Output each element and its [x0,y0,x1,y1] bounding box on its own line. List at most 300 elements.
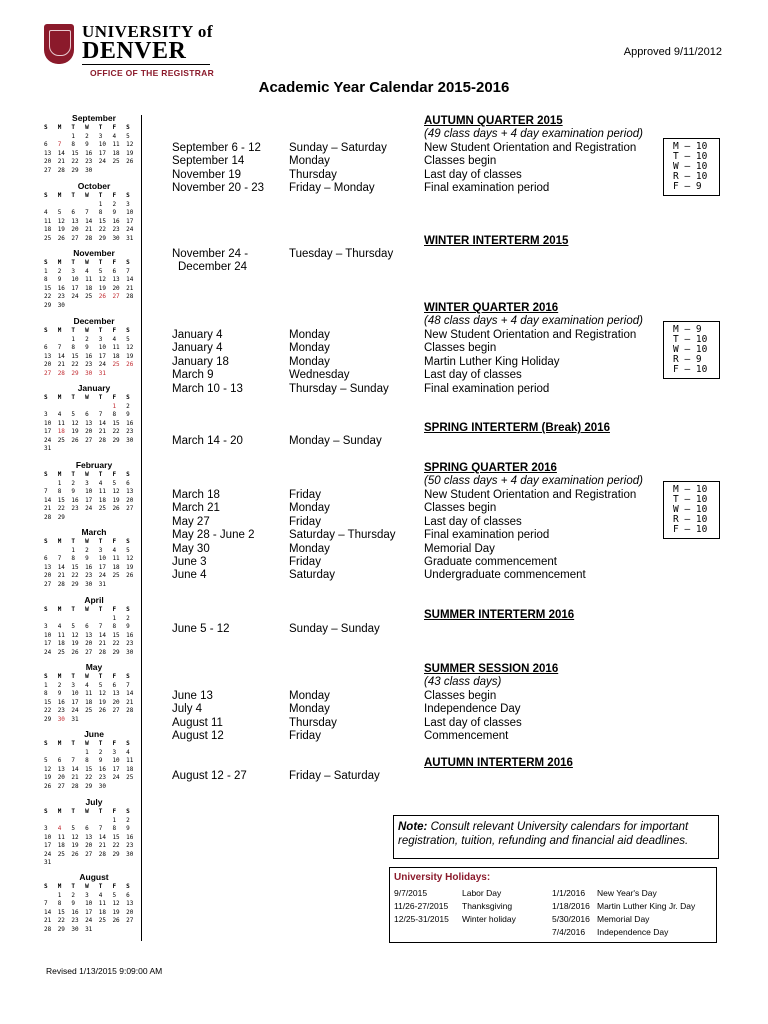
day-cell: 12 [57,217,65,225]
day-cell: 18 [44,226,52,233]
row-date: March 18 [172,489,220,501]
weekday-label: M [57,740,62,747]
day-cell: 7 [126,267,130,275]
day-cell: 23 [85,158,93,165]
day-cell: 4 [126,748,130,756]
day-cell [44,749,58,758]
row-event: Undergraduate commencement [424,569,586,582]
day-cell: 15 [71,352,79,360]
day-cell: 22 [44,707,52,714]
day-cell: 21 [71,774,79,781]
day-cell: 30 [57,715,65,723]
day-cell: 30 [126,850,134,858]
day-cell: 13 [71,217,79,225]
weekday-header [44,259,140,268]
day-cell: 14 [126,276,134,283]
weekday-header [44,471,140,480]
week-row [44,757,140,766]
weekday-label: S [44,259,48,266]
row-date: May 30 [172,542,210,555]
week-row [44,276,140,285]
holiday-name: Thanksgiving [462,901,513,911]
weekday-label: T [98,606,103,613]
logo-divider [82,64,210,65]
day-cell [126,370,140,379]
day-cell: 25 [57,850,65,858]
day-cell: 15 [57,908,65,916]
week-row [44,749,140,758]
day-cell: 2 [71,479,75,487]
day-cell: 9 [126,623,130,630]
day-cell: 30 [126,648,134,656]
day-count: M – 9 [673,324,702,335]
day-cell: 14 [98,419,106,427]
row-event: New Student Orientation and Registration [424,489,637,501]
holiday-name: Memorial Day [597,914,650,924]
day-cell [71,201,85,210]
day-cell: 8 [57,900,62,907]
day-cell: 19 [112,496,120,504]
day-cell: 30 [85,580,93,588]
day-cell: 26 [71,850,79,858]
day-cell: 19 [98,284,106,292]
day-cell: 12 [126,555,134,562]
weekday-header [44,606,140,615]
day-cell: 8 [44,276,48,283]
row-event: Final examination period [424,382,550,395]
row-event: Classes begin [424,342,497,355]
weekday-label: S [44,808,48,815]
day-cell [71,817,85,826]
day-cell: 16 [85,563,93,571]
week-row [44,900,140,909]
day-cell: 7 [44,488,48,495]
weekday-label: S [126,192,130,199]
day-cell: 18 [57,428,65,435]
day-cell: 3 [71,681,75,689]
day-cell: 24 [44,850,52,858]
row-date: January 18 [172,355,229,368]
row-day: Monday [289,355,330,368]
day-cell: 7 [57,344,62,351]
weekday-label: T [98,471,103,478]
day-cell [126,859,140,868]
day-cell: 2 [57,681,62,689]
day-cell: 23 [57,707,65,714]
day-cell: 4 [112,335,117,343]
day-cell: 20 [57,774,65,781]
row-date: January 4 [172,329,223,341]
day-cell [58,817,72,826]
day-cell: 4 [57,825,62,832]
day-cell: 1 [44,681,48,689]
day-cell: 16 [126,419,134,427]
week-row [44,842,140,851]
day-cell: 10 [98,344,106,351]
section-spring-interterm-title: SPRING INTERTERM (Break) 2016 [424,422,610,434]
weekday-label: M [57,883,62,890]
day-cell: 10 [44,833,52,841]
weekday-label: M [57,327,62,334]
row-event: New Student Orientation and Registration [424,142,637,154]
day-cell: 9 [126,411,130,418]
day-cell: 23 [85,361,93,368]
day-cell: 17 [85,908,93,916]
weekday-label: W [85,259,89,266]
day-cell: 5 [71,623,75,630]
mini-calendar [44,527,140,589]
day-count: M – 10 [673,484,708,495]
day-cell [99,926,113,935]
day-cell: 18 [98,908,106,916]
weekday-label: S [126,394,130,401]
section-spring-sub: (50 class days + 4 day examination period) [424,475,643,487]
day-cell [112,370,126,379]
weekday-label: W [85,673,89,680]
day-cell: 5 [126,335,130,343]
row-day: Thursday – Sunday [289,382,389,395]
day-cell: 20 [44,572,52,579]
day-cell [44,480,58,489]
holiday-name: Winter holiday [462,914,516,924]
day-cell: 12 [98,276,106,283]
day-cell: 16 [85,352,93,360]
row-event: Final examination period [424,529,550,542]
day-cell: 28 [71,782,79,790]
day-cell: 26 [44,782,52,790]
week-row [44,909,140,918]
day-cell [85,817,99,826]
day-cell: 12 [71,833,79,841]
weekday-label: T [98,327,103,334]
note-label: Note: [398,821,428,833]
week-row [44,615,140,624]
day-cell: 28 [126,293,134,300]
day-cell: 11 [98,900,106,907]
day-cell: 7 [85,209,89,216]
weekday-label: S [126,124,130,131]
day-cell: 9 [57,276,62,283]
row-date: March 10 - 13 [172,382,243,395]
day-cell: 12 [126,344,134,351]
day-cell: 20 [85,842,93,849]
day-cell: 12 [71,419,79,427]
day-cell [58,445,72,454]
day-cell: 30 [126,436,134,444]
weekday-label: S [126,808,130,815]
day-cell: 8 [85,757,89,764]
day-cell: 6 [57,757,62,764]
mini-calendar [44,316,140,378]
day-cell: 5 [126,546,130,554]
day-cell: 21 [98,428,106,435]
week-row [44,268,140,277]
note-text: Consult relevant University calendars for important registration, tuition, refunding and financial aid deadlines. [398,821,689,847]
week-row [44,285,140,294]
day-cell: 1 [71,132,75,140]
winter-interterm-day: Tuesday – Thursday [289,248,394,260]
day-cell: 18 [85,698,93,706]
row-date: November 19 [172,168,242,181]
day-cell: 6 [44,141,48,148]
mini-calendar [44,181,140,243]
day-cell [85,615,99,624]
day-cell: 30 [112,234,120,242]
week-row [44,361,140,370]
week-row [44,480,140,489]
week-row [44,226,140,235]
month-name: September [72,113,116,123]
day-cell [85,445,99,454]
day-cell: 1 [71,335,75,343]
week-row [44,640,140,649]
row-date: January 4 [172,342,223,355]
day-cell: 8 [57,488,62,495]
day-cell: 27 [85,436,93,444]
day-cell: 18 [57,842,65,849]
day-cell: 6 [85,825,89,832]
day-cell: 13 [126,900,134,907]
day-cell: 18 [126,765,134,773]
day-cell: 3 [44,623,48,630]
weekday-label: M [57,606,62,613]
day-cell: 1 [112,816,117,824]
day-cell: 17 [44,640,52,647]
weekday-label: S [44,192,48,199]
day-cell: 28 [98,648,106,656]
week-row [44,420,140,429]
day-cell: 8 [71,141,75,148]
week-row [44,766,140,775]
day-cell [99,716,113,725]
day-cell [44,547,58,556]
day-cell: 17 [98,352,106,360]
day-cell: 1 [98,200,103,208]
day-cell: 1 [85,748,89,756]
day-cell: 5 [71,411,75,418]
logo-university: UNIVERSITY of [82,22,214,41]
weekday-label: F [112,327,117,334]
day-cell: 31 [71,715,79,723]
day-cell: 15 [57,496,65,504]
day-cell [71,302,85,311]
day-cell: 21 [126,284,134,292]
day-cell [112,302,126,311]
summer-interterm-date: June 5 - 12 [172,623,230,635]
day-cell: 7 [98,825,103,832]
day-cell: 9 [112,209,117,216]
week-row [44,344,140,353]
day-cell: 14 [44,496,52,504]
month-name: August [79,872,109,882]
day-cell [58,336,72,345]
day-cell: 1 [71,546,75,554]
day-cell: 7 [57,555,62,562]
weekday-label: T [98,192,103,199]
day-cell: 10 [126,209,134,216]
day-cell: 7 [44,900,48,907]
day-cell: 5 [71,825,75,832]
winter-interterm-date: November 24 - [172,248,249,260]
row-event: Graduate commencement [424,556,557,568]
day-cell: 29 [112,850,120,858]
day-cell [44,615,58,624]
weekday-header [44,808,140,817]
weekday-header [44,394,140,403]
row-date: June 3 [172,556,207,568]
row-event: Final examination period [424,182,550,195]
day-cell [99,817,113,826]
row-event: Classes begin [424,155,497,168]
row-date: May 27 [172,515,210,528]
weekday-label: W [85,808,89,815]
day-cell: 2 [98,748,103,756]
day-cell: 26 [126,572,134,579]
day-cell: 20 [44,158,52,165]
day-cell: 9 [126,825,130,832]
row-day: Friday [289,489,321,501]
day-cell: 19 [126,563,134,571]
day-cell: 29 [57,925,65,933]
day-cell: 21 [85,226,93,233]
day-cell [85,302,99,311]
day-cell [85,514,99,523]
week-row [44,851,140,860]
weekday-label: W [85,883,89,890]
day-cell: 28 [98,850,106,858]
day-cell: 19 [71,842,79,849]
approved-date: Approved 9/11/2012 [623,46,722,58]
day-cell: 17 [126,217,134,225]
day-cell: 25 [85,293,93,300]
day-cell: 29 [57,513,65,521]
week-row [44,133,140,142]
day-cell: 18 [57,640,65,647]
day-cell: 5 [57,209,62,216]
day-cell: 1 [112,614,117,622]
week-row [44,201,140,210]
day-cell: 23 [71,505,79,512]
day-cell: 26 [126,158,134,165]
day-cell: 24 [44,436,52,444]
week-row [44,834,140,843]
day-cell: 20 [85,640,93,647]
row-day: Friday [289,730,321,743]
section-winter-sub: (48 class days + 4 day examination period) [424,315,643,327]
weekday-label: W [85,538,89,545]
day-cell: 5 [98,267,103,275]
weekday-label: F [112,471,117,478]
day-cell: 12 [98,690,106,697]
day-cell: 16 [57,698,65,706]
mini-calendar [44,460,140,522]
day-cell: 10 [44,419,52,427]
row-day: Wednesday [289,369,350,382]
day-cell: 28 [57,369,65,377]
day-cell: 22 [85,774,93,781]
day-cell: 8 [98,209,103,216]
row-date: May 28 - June 2 [172,529,255,542]
day-cell [71,615,85,624]
day-cell [44,201,58,210]
note-box [393,815,719,859]
week-row [44,825,140,834]
day-cell: 19 [126,149,134,157]
holiday-date: 7/4/2016 [552,927,586,937]
day-cell: 15 [112,833,120,841]
weekday-label: T [98,259,103,266]
day-cell: 29 [112,436,120,444]
day-cell: 16 [98,765,106,773]
week-row [44,150,140,159]
section-summer-interterm-title: SUMMER INTERTERM 2016 [424,609,575,621]
day-cell: 21 [44,505,52,512]
row-event: Memorial Day [424,542,495,555]
weekday-label: T [71,192,75,199]
day-cell: 13 [85,419,93,427]
day-cell [112,445,126,454]
day-cell: 22 [71,158,79,165]
row-day: Saturday – Thursday [289,529,396,542]
day-cell: 6 [85,411,89,418]
holiday-name: Martin Luther King Jr. Day [597,901,696,911]
day-cell [58,749,72,758]
day-count: F – 9 [673,181,702,192]
day-cell: 4 [98,479,103,487]
day-cell: 31 [126,234,134,242]
row-event: New Student Orientation and Registration [424,329,637,341]
day-cell: 22 [71,572,79,579]
day-cell: 23 [112,226,120,233]
day-cell: 14 [126,690,134,697]
day-cell: 3 [98,132,103,140]
weekday-label: F [112,740,117,747]
holiday-name: New Year's Day [597,888,657,898]
week-row [44,505,140,514]
day-cell: 19 [126,352,134,360]
day-cell: 7 [126,681,130,689]
day-cell [126,302,140,311]
weekday-label: T [71,327,75,334]
section-autumn-title: AUTUMN QUARTER 2015 [424,115,563,127]
day-cell: 23 [126,428,134,435]
day-cell: 25 [126,774,134,781]
week-row [44,403,140,412]
autumn-interterm-day: Friday – Saturday [289,770,380,782]
day-cell: 16 [126,631,134,639]
week-row [44,623,140,632]
weekday-label: W [85,471,89,478]
day-cell: 31 [98,369,106,377]
day-cell: 27 [112,707,120,714]
day-cell: 21 [57,158,65,165]
weekday-label: S [44,883,48,890]
day-cell: 19 [112,908,120,916]
day-cell: 25 [57,436,65,444]
day-cell: 17 [71,698,79,706]
weekday-header [44,883,140,892]
day-cell: 16 [71,496,79,504]
day-cell: 23 [126,842,134,849]
day-cell: 27 [44,166,52,174]
week-row [44,716,140,725]
day-cell: 19 [57,226,65,233]
week-row [44,428,140,437]
day-cell: 29 [44,715,52,723]
day-cell: 12 [112,488,120,495]
day-cell: 2 [126,614,130,622]
day-count: W – 10 [673,161,708,172]
